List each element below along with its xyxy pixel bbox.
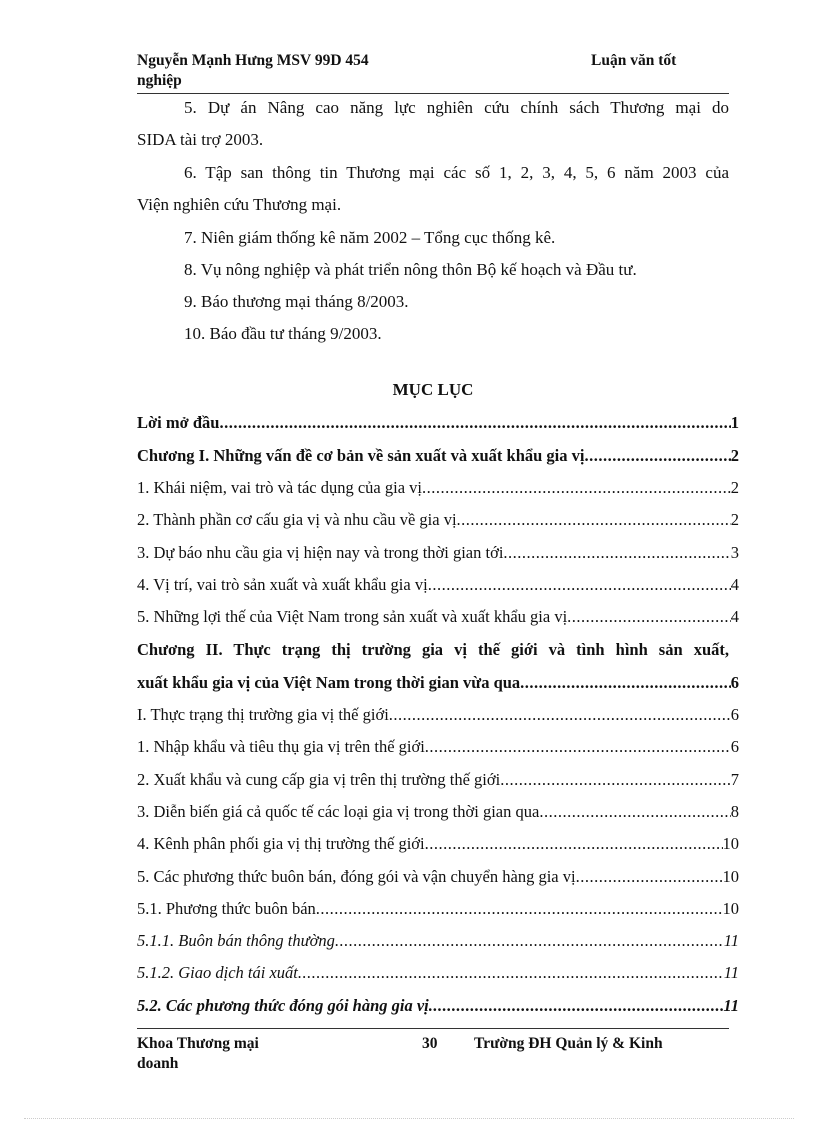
- toc-leader: [567, 606, 731, 628]
- header-doc-type: Luận văn tốt: [591, 52, 677, 69]
- toc-entry-page: 8: [730, 802, 739, 821]
- toc-entry-text: Lời mở đầu: [137, 413, 220, 432]
- toc-entry-text: 4. Kênh phân phối gia vị thị trường thế giới: [137, 834, 425, 853]
- reference-8: 8. Vụ nông nghiệp và phát triển nông thôn Bộ kế hoạch và Đầu tư.: [184, 260, 637, 279]
- toc-entry-text: I. Thực trạng thị trường gia vị thế giới: [137, 705, 389, 724]
- header-rule: [137, 93, 729, 94]
- toc-leader: [584, 445, 730, 467]
- toc-entry-text: 2. Thành phần cơ cấu gia vị và nhu cầu về gia vị: [137, 510, 457, 529]
- reference-5-line-2: SIDA tài trợ 2003.: [137, 130, 264, 149]
- reference-10: 10. Báo đầu tư tháng 9/2003.: [184, 324, 382, 343]
- toc-entry[interactable]: [137, 833, 739, 855]
- toc-entry-text: 1. Nhập khẩu và tiêu thụ gia vị trên thế giới: [137, 737, 425, 756]
- page-edge-dotted-line: [24, 1118, 794, 1119]
- toc-entry[interactable]: [137, 866, 739, 888]
- toc-entry-page: 4: [730, 607, 739, 626]
- toc-entry-page: 6: [730, 705, 739, 724]
- reference-9: 9. Báo thương mại tháng 8/2003.: [184, 292, 409, 311]
- footer-faculty-continuation: doanh: [137, 1055, 179, 1072]
- reference-7: 7. Niên giám thống kê năm 2002 – Tổng cục thống kê.: [184, 228, 556, 247]
- toc-leader: [539, 801, 730, 823]
- toc-entry-page: 6: [730, 737, 739, 756]
- toc-entry-page: 11: [723, 931, 739, 950]
- toc-entry-text: 3. Diễn biến giá cả quốc tế các loại gia vị trong thời gian qua: [137, 802, 540, 821]
- toc-entry-page: 3: [730, 543, 739, 562]
- toc-entry[interactable]: [137, 898, 739, 920]
- toc-leader: [316, 898, 723, 920]
- toc-entry-page: 2: [730, 446, 739, 465]
- toc-leader: [298, 962, 724, 984]
- toc-entry[interactable]: [137, 509, 739, 531]
- toc-entry[interactable]: [137, 606, 739, 628]
- toc-entry[interactable]: [137, 542, 739, 564]
- toc-leader: [335, 930, 724, 952]
- toc-entry-page: 11: [723, 996, 739, 1015]
- header-author: [137, 51, 467, 91]
- toc-entry[interactable]: [137, 574, 739, 596]
- footer-university: Trường ĐH Quản lý & Kinh: [474, 1035, 663, 1052]
- toc-entry-text: 3. Dự báo nhu cầu gia vị hiện nay và trong thời gian tới: [137, 543, 504, 562]
- toc-entry-page: 4: [730, 575, 739, 594]
- toc-entry[interactable]: [137, 672, 739, 694]
- toc-entry[interactable]: [137, 736, 739, 758]
- toc-entry[interactable]: [137, 995, 739, 1017]
- toc-entry-page: 2: [730, 510, 739, 529]
- toc-entry-text: 1. Khái niệm, vai trò và tác dụng của gia vị: [137, 478, 422, 497]
- footer-rule: [137, 1028, 729, 1029]
- toc-leader: [457, 509, 731, 531]
- toc-entry-text: 5. Các phương thức buôn bán, đóng gói và vận chuyển hàng gia vị: [137, 867, 576, 886]
- footer-faculty-line: Khoa Thương mại: [137, 1035, 259, 1052]
- toc-entry-text: 5. Những lợi thế của Việt Nam trong sản xuất và xuất khẩu gia vị: [137, 607, 568, 626]
- toc-leader: [500, 769, 731, 791]
- toc-entry-page: 1: [730, 413, 739, 432]
- toc-entry-text: 5.2. Các phương thức đóng gói hàng gia vị: [137, 996, 429, 1015]
- toc-leader: [520, 672, 731, 694]
- toc-entry-text: 5.1.2. Giao dịch tái xuất: [137, 963, 298, 982]
- toc-entry-page: 2: [730, 478, 739, 497]
- reference-6-line-2: Viện nghiên cứu Thương mại.: [137, 195, 342, 214]
- toc-entry-page: 6: [730, 673, 739, 692]
- toc-entry-text: xuất khẩu gia vị của Việt Nam trong thời gian vừa qua: [137, 673, 521, 692]
- toc-entry-page: 10: [722, 899, 739, 918]
- toc-entry-page: 10: [722, 867, 739, 886]
- toc-entry[interactable]: [137, 704, 739, 726]
- toc-entry-chapter-2-line-1[interactable]: Chương II. Thực trạng thị trường gia vị thế giới và tình hình sản xuất,: [137, 640, 729, 659]
- toc-leader: [425, 833, 723, 855]
- toc-entry[interactable]: [137, 445, 739, 467]
- toc-entry-text: 5.1. Phương thức buôn bán: [137, 899, 316, 918]
- toc-entry-page: 7: [730, 770, 739, 789]
- toc-entry[interactable]: [137, 769, 739, 791]
- toc-leader: [389, 704, 731, 726]
- toc-entry[interactable]: [137, 801, 739, 823]
- toc-entry-page: 11: [723, 963, 739, 982]
- toc-entry-text: 5.1.1. Buôn bán thông thường: [137, 931, 335, 950]
- toc-leader: [428, 574, 731, 596]
- toc-entry-page: 10: [722, 834, 739, 853]
- toc-leader: [576, 866, 723, 888]
- toc-entry[interactable]: [137, 930, 739, 952]
- toc-entry[interactable]: [137, 962, 739, 984]
- toc-title: MỤC LỤC: [392, 380, 474, 399]
- toc-leader: [425, 736, 731, 758]
- toc-entry-text: Chương I. Những vấn đề cơ bản về sản xuất và xuất khẩu gia vị: [137, 446, 585, 465]
- toc-entry-text: 4. Vị trí, vai trò sản xuất và xuất khẩu gia vị: [137, 575, 428, 594]
- toc-entry[interactable]: [137, 412, 739, 434]
- footer-faculty: [137, 1034, 337, 1074]
- header-author-continuation: nghiệp: [137, 72, 182, 89]
- toc-entry[interactable]: [137, 477, 739, 499]
- toc-entry-text: 2. Xuất khẩu và cung cấp gia vị trên thị trường thế giới: [137, 770, 501, 789]
- toc-leader: [219, 412, 730, 434]
- reference-6-line-1: 6. Tập san thông tin Thương mại các số 1, 2, 3, 4, 5, 6 năm 2003 của: [184, 163, 729, 182]
- toc-leader: [503, 542, 730, 564]
- toc-leader: [422, 477, 731, 499]
- page-number: 30: [422, 1035, 438, 1052]
- toc-leader: [429, 995, 724, 1017]
- header-author-line: Nguyễn Mạnh Hưng MSV 99D 454: [137, 52, 369, 69]
- reference-5-line-1: 5. Dự án Nâng cao năng lực nghiên cứu chính sách Thương mại do: [184, 98, 729, 117]
